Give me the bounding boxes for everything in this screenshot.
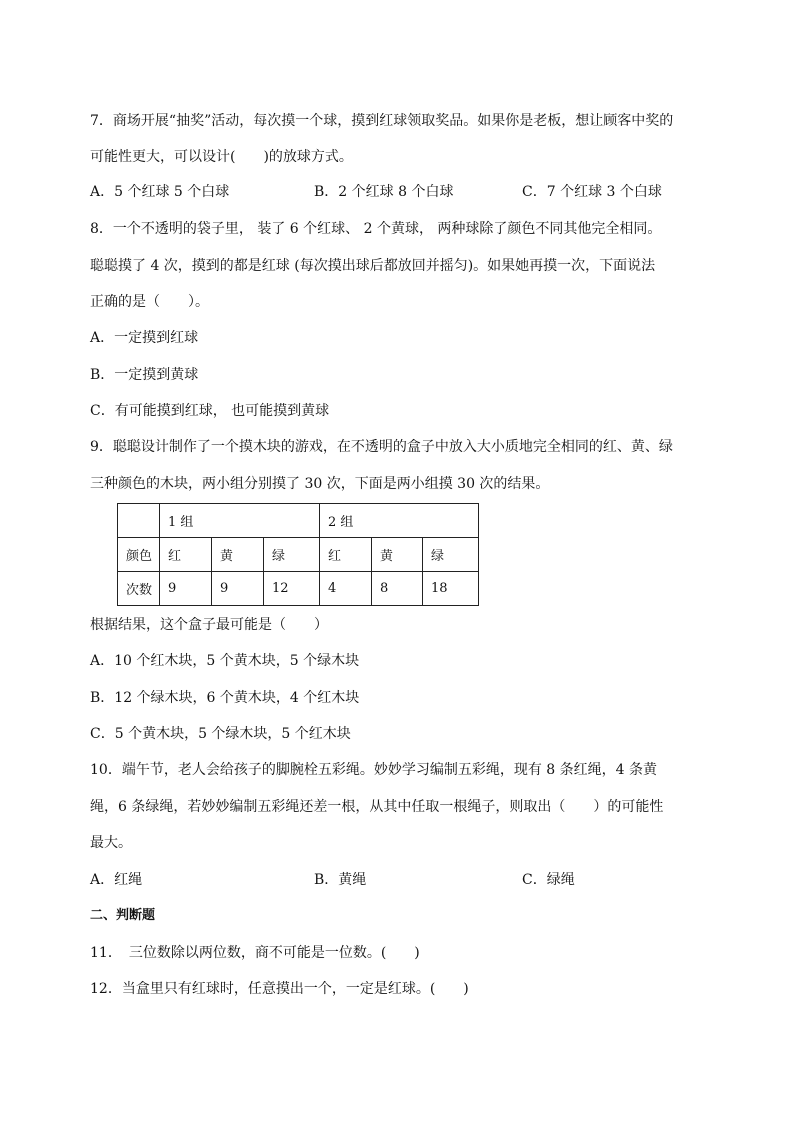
q10-line-1: 10．端午节，老人会给孩子的脚腕栓五彩绳。妙妙学习编制五彩绳，现有 8 条红绳，4 条黄: [90, 762, 657, 778]
table-corner-cell: [118, 504, 160, 538]
table-row: [118, 572, 479, 606]
q7-option-a: A．5 个红球 5 个白球: [90, 184, 230, 200]
color-cell: 黄: [212, 538, 264, 572]
q10-option-b: B．黄绳: [314, 872, 367, 888]
q9-option-c: C．5 个黄木块，5 个绿木块，5 个红木块: [90, 726, 351, 742]
group-2-header: 2 组: [320, 504, 479, 538]
color-cell: 红: [160, 538, 212, 572]
count-cell: 18: [423, 572, 479, 606]
q10-line-2: 绳，6 条绿绳，若妙妙编制五彩绳还差一根，从其中任取一根绳子，则取出（ ）的可能性: [90, 799, 664, 815]
q10-option-c: C．绿绳: [522, 872, 575, 888]
color-cell: 绿: [423, 538, 479, 572]
row-label-color: 颜色: [118, 538, 160, 572]
q8-line-2: 聪聪摸了 4 次，摸到的都是红球 (每次摸出球后都放回并摇匀)。如果她再摸一次，下面说法: [90, 258, 656, 274]
color-cell: 红: [320, 538, 372, 572]
q9-option-b: B．12 个绿木块，6 个黄木块，4 个红木块: [90, 690, 360, 706]
count-cell: 8: [372, 572, 423, 606]
q9-line-1: 9．聪聪设计制作了一个摸木块的游戏，在不透明的盒子中放入大小质地完全相同的红、黄、绿: [90, 439, 673, 455]
count-cell: 9: [160, 572, 212, 606]
q11-text: 11． 三位数除以两位数，商不可能是一位数。( ): [90, 945, 420, 961]
q10-option-a: A．红绳: [90, 872, 143, 888]
count-cell: 9: [212, 572, 264, 606]
group-1-header: 1 组: [160, 504, 320, 538]
q9-option-a: A．10 个红木块，5 个黄木块，5 个绿木块: [90, 653, 360, 669]
q8-line-3: 正确的是（ ）。: [90, 294, 209, 310]
row-label-count: 次数: [118, 572, 160, 606]
q10-line-3: 最大。: [90, 835, 132, 851]
color-cell: 黄: [372, 538, 423, 572]
q8-option-b: B．一定摸到黄球: [90, 367, 199, 383]
table-row: [118, 538, 479, 572]
q8-option-c: C．有可能摸到红球， 也可能摸到黄球: [90, 403, 330, 419]
section-heading-judgement: 二、判断题: [90, 908, 156, 923]
q7-line-1: 7．商场开展“抽奖”活动，每次摸一个球，摸到红球领取奖品。如果你是老板，想让顾客中奖的: [90, 113, 674, 129]
q9-line-2: 三种颜色的木块，两小组分别摸了 30 次，下面是两小组摸 30 次的结果。: [90, 476, 550, 492]
q7-option-c: C．7 个红球 3 个白球: [522, 184, 662, 200]
q9-results-table: [117, 503, 479, 606]
q8-line-1: 8．一个不透明的袋子里， 装了 6 个红球、 2 个黄球， 两种球除了颜色不同其他完全相同。: [90, 221, 662, 237]
q7-option-b: B．2 个红球 8 个白球: [314, 184, 454, 200]
count-cell: 12: [264, 572, 320, 606]
color-cell: 绿: [264, 538, 320, 572]
count-cell: 4: [320, 572, 372, 606]
q9-question: 根据结果，这个盒子最可能是（ ）: [90, 617, 328, 633]
q8-option-a: A．一定摸到红球: [90, 330, 199, 346]
q12-text: 12．当盒里只有红球时，任意摸出一个，一定是红球。( ): [90, 981, 469, 997]
q7-line-2: 可能性更大，可以设计( )的放球方式。: [90, 149, 353, 165]
table-row: [118, 504, 479, 538]
